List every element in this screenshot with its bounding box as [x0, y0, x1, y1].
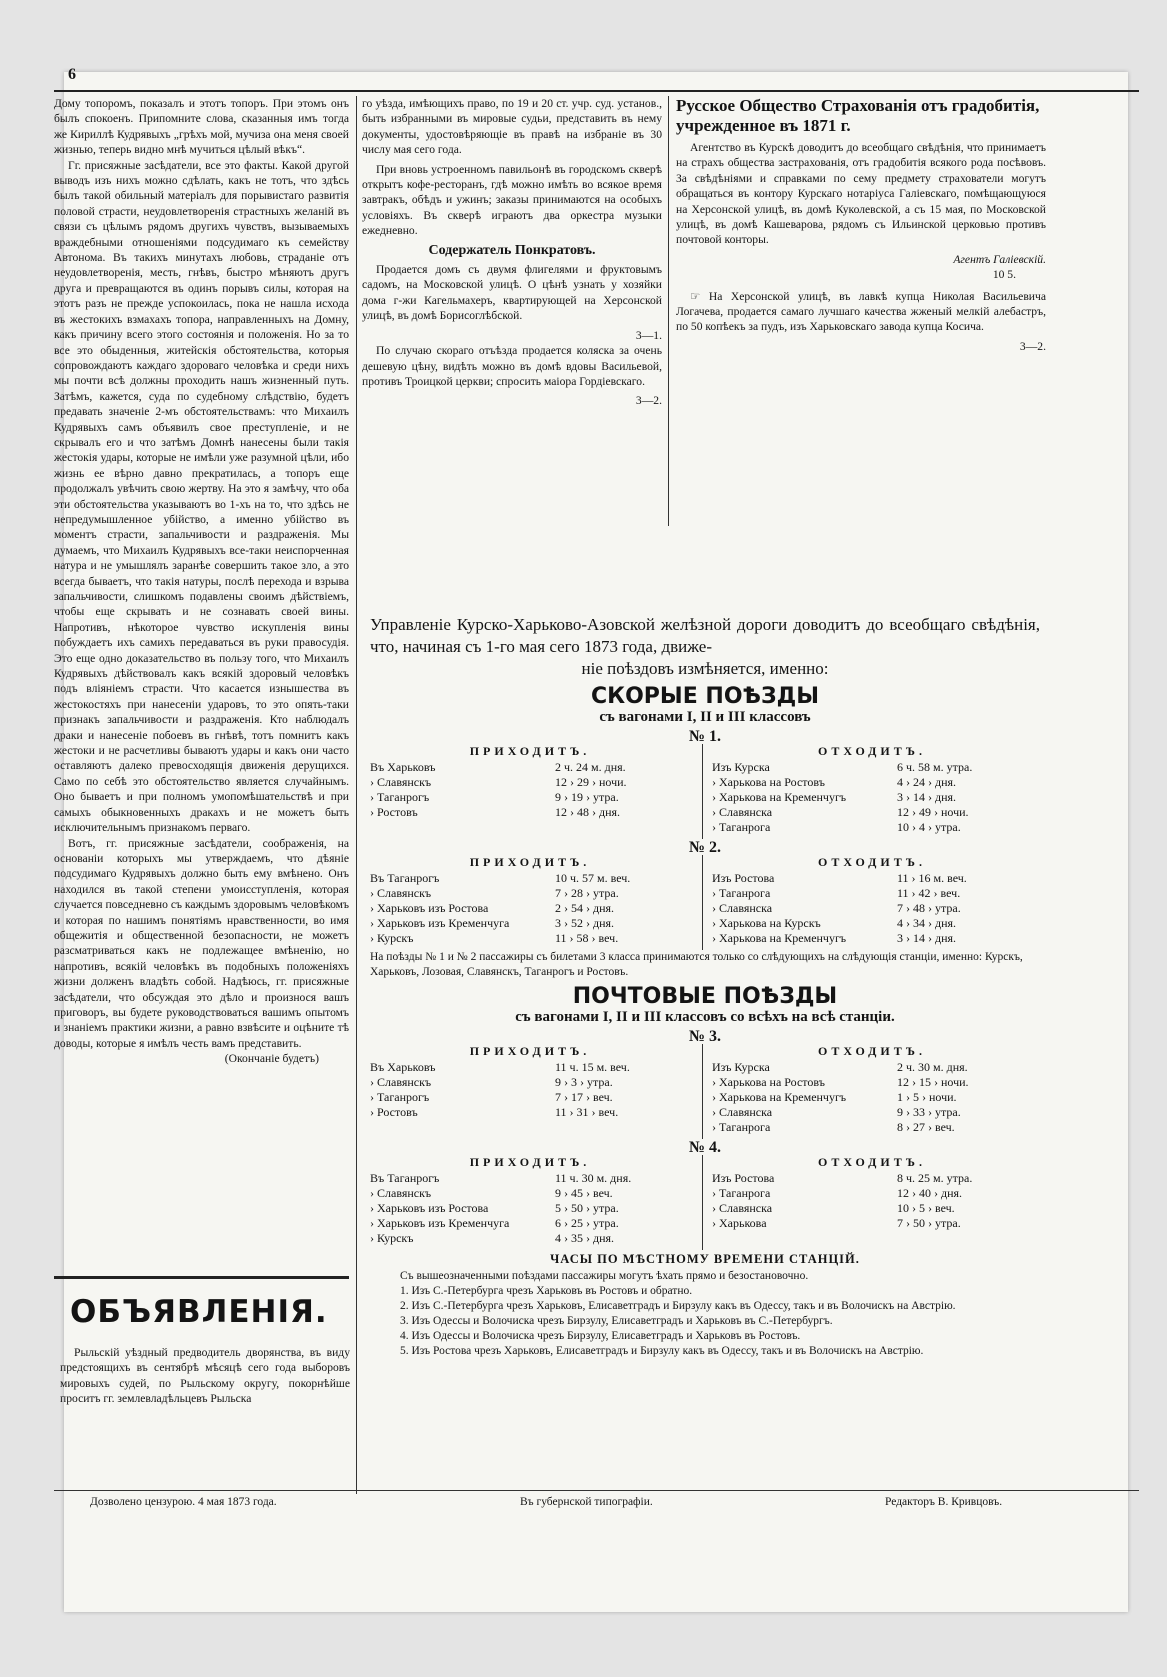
- arrival-time: 11 ч. 30 м. дня.: [555, 1171, 632, 1185]
- departure-row: [712, 1216, 1032, 1231]
- departure-row: [712, 775, 1032, 790]
- arrive-label: ПРИХОДИТЪ.: [469, 1155, 591, 1169]
- station-name: › Харькова: [712, 1216, 767, 1230]
- depart-label: ОТХОДИТЪ.: [818, 744, 926, 758]
- station-name: › Харькова на Курскъ: [712, 916, 821, 930]
- postal-trains-subtitle: съ вагонами I, II и III классовъ со всѣхъ на всѣ станціи.: [515, 1009, 895, 1025]
- insurance-signature: Агентъ Галіевскій.: [953, 252, 1046, 266]
- train-divider: [702, 855, 703, 950]
- notice-house: Продается домъ съ двумя флигелями и фруктовымъ садомъ, на Московской улицѣ. О цѣнѣ узнать у хозяйки дома г-жи Кагельмахеръ, квартирующей на Херсонской улицѣ, въ домѣ Борисоглѣбской.: [362, 263, 662, 323]
- page-number: 6: [68, 66, 76, 83]
- station-name: › Курскъ: [370, 931, 414, 945]
- station-name: › Славянска: [712, 901, 773, 915]
- station-name: Изъ Курска: [712, 1060, 770, 1074]
- station-name: › Харьковъ изъ Кременчуга: [370, 916, 510, 930]
- arrival-time: 2 ч. 24 м. дня.: [555, 760, 626, 774]
- departure-row: [712, 760, 1032, 775]
- station-name: › Харькова на Кременчугъ: [712, 931, 847, 945]
- departure-time: 3 › 14 › дня.: [897, 790, 957, 804]
- arrival-row: [370, 760, 690, 775]
- departures: [712, 1044, 1032, 1135]
- clock-note: ЧАСЫ ПО МѢСТНОМУ ВРЕМЕНИ СТАНЦІЙ.: [550, 1252, 860, 1266]
- station-name: › Славянскъ: [370, 1075, 432, 1089]
- departure-time: 10 › 5 › веч.: [897, 1201, 955, 1215]
- departure-row: [712, 931, 1032, 946]
- alabaster-mark: 3—2.: [1019, 339, 1046, 353]
- arrival-time: 11 › 58 › веч.: [555, 931, 619, 945]
- cafe-owner: Содержатель Понкратовъ.: [428, 242, 596, 258]
- bottom-rule: [54, 1490, 1139, 1491]
- arrival-row: [370, 901, 690, 916]
- departure-row: [712, 1186, 1032, 1201]
- arrival-time: 11 › 31 › веч.: [555, 1105, 619, 1119]
- column-speech: [54, 96, 349, 1466]
- train-divider: [702, 1155, 703, 1250]
- station-name: › Славянскъ: [370, 775, 432, 789]
- ads-text: [60, 1345, 350, 1407]
- arrival-time: 5 › 50 › утра.: [555, 1201, 619, 1215]
- column-notices: [362, 96, 662, 526]
- censor-note: Дозволено цензурою. 4 мая 1873 года.: [90, 1496, 277, 1508]
- train-divider: [702, 1044, 703, 1139]
- station-name: › Славянскъ: [370, 1186, 432, 1200]
- arrival-time: 9 › 45 › веч.: [555, 1186, 613, 1200]
- departure-time: 4 › 24 › дня.: [897, 775, 957, 789]
- departures: [712, 1155, 1032, 1231]
- departure-row: [712, 790, 1032, 805]
- top-rule: [54, 90, 1139, 92]
- notice-carriage: По случаю скораго отъѣзда продается коляска за очень дешевую цѣну, видѣть можно въ домѣ вдовы Васильевой, противъ Троицкой церкви; спросить маіора Гордіевскаго.: [362, 344, 662, 388]
- postal-train-blocks: [370, 1028, 1040, 1250]
- postal-trains-title: ПОЧТОВЫЕ ПОѢЗДЫ: [572, 984, 838, 1009]
- arrival-time: 3 › 52 › дня.: [555, 916, 615, 930]
- speech-paragraph-3: Вотъ, гг. присяжные засѣдатели, соображенія, на основаніи которыхъ мы утверждаемъ, что дѣяніе подсудимаго Кудрявыхъ должно быть ему вмѣнено. Онъ находился въ такой степени умоисступленія, которая случается повседневно съ каждымъ здоровымъ человѣкомъ и которая по нашимъ понятіямъ нравственности, во имя общежитія и общественной безопасности, не можетъ разсматриваться какъ не подлежащее вмѣненію, но напротивъ, всякій человѣкъ въ подобныхъ положеніяхъ жизни долженъ владѣть собой. Надѣюсь, гг. присяжные засѣдатели, что обсуждая это дѣло и произнося вашъ приговоръ, вы будете руководствоваться вашимъ опытомъ и знаніемъ практики жизни, а равно взвѣсите и оцѣните тѣ доводы, которые я имѣлъ честь вамъ представить.: [54, 836, 349, 1050]
- arrival-row: [370, 1075, 690, 1090]
- alabaster-notice: ☞ На Херсонской улицѣ, въ лавкѣ купца Николая Васильевича Логачева, продается самаго лучшаго качества жженый мелкій алебастръ, по 50 копѣекъ за пудъ, изъ Харьковскаго завода купца Косича.: [676, 289, 1046, 334]
- arrivals: [370, 1155, 690, 1246]
- departure-row: [712, 805, 1032, 820]
- departure-row: [712, 901, 1032, 916]
- station-name: › Ростовъ: [370, 1105, 418, 1119]
- ads-title: ОБЪЯВЛЕНІЯ.: [70, 1294, 328, 1330]
- station-name: › Харькова на Ростовъ: [712, 775, 825, 789]
- routes-list: [370, 1269, 1040, 1359]
- departure-time: 11 › 42 › веч.: [897, 886, 961, 900]
- train-table: [370, 744, 1040, 839]
- station-name: Въ Харьковъ: [370, 1060, 436, 1074]
- railway-heading: [370, 614, 1040, 680]
- departure-time: 12 › 15 › ночи.: [897, 1075, 969, 1089]
- departure-time: 11 › 16 м. веч.: [897, 871, 967, 885]
- ads-paragraph: Рыльскій уѣздный предводитель дворянства, въ виду предстоящихъ въ сентябрѣ мѣсяцѣ сего года выборовъ мировыхъ судей, по Рыльскому округу, покорнѣйше проситъ гг. землевладѣльцевъ Рыльска: [60, 1346, 350, 1406]
- station-name: › Харькова на Кременчугъ: [712, 1090, 847, 1104]
- route-item: 3. Изъ Одессы и Волочиска чрезъ Бирзулу, Елисаветградъ и Харьковъ въ С.-Петербургъ.: [400, 1315, 833, 1327]
- train-block: [370, 728, 1040, 839]
- column-divider-2: [668, 96, 669, 526]
- arrival-time: 7 › 28 › утра.: [555, 886, 619, 900]
- station-name: › Харьковъ изъ Ростова: [370, 1201, 489, 1215]
- arrivals: [370, 744, 690, 820]
- railway-heading-text: Управленіе Курско-Харьково-Азовской желѣзной дороги доводитъ до всеобщаго свѣдѣнія, что, начиная съ 1-го мая сего 1873 года, движе-: [370, 615, 1040, 656]
- train-block: [370, 839, 1040, 950]
- departure-row: [712, 820, 1032, 835]
- departure-row: [712, 1090, 1032, 1105]
- ads-rule: [54, 1276, 349, 1279]
- route-item: 4. Изъ Одессы и Волочиска чрезъ Бирзулу, Елисаветградъ и Харьковъ въ Ростовъ.: [400, 1330, 801, 1342]
- route-item: 5. Изъ Ростова чрезъ Харьковъ, Елисаветградъ и Бирзулу какъ въ Одессу, такъ и въ Волочискъ на Австрію.: [400, 1345, 924, 1357]
- train-table: [370, 855, 1040, 950]
- arrival-row: [370, 916, 690, 931]
- departures: [712, 744, 1032, 835]
- train-block: [370, 1139, 1040, 1250]
- arrival-row: [370, 1105, 690, 1120]
- column-insurance: [676, 96, 1046, 526]
- printer-note: Въ губернской типографіи.: [520, 1496, 653, 1508]
- fast-trains-subtitle: съ вагонами I, II и III классовъ: [599, 709, 811, 725]
- notice-election: го уѣзда, имѣющихъ право, по 19 и 20 ст. учр. суд. установ., быть избранными въ мировые судьи, представить въ нему документы, удостовѣряющіе въ правѣ на избраніе въ 30 числу мая сего года.: [362, 97, 662, 157]
- train-number: № 1.: [688, 728, 722, 745]
- departure-row: [712, 1075, 1032, 1090]
- station-name: Изъ Курска: [712, 760, 770, 774]
- train-number: № 3.: [688, 1028, 722, 1045]
- depart-label: ОТХОДИТЪ.: [818, 855, 926, 869]
- arrival-time: 9 › 3 › утра.: [555, 1075, 613, 1089]
- depart-label: ОТХОДИТЪ.: [818, 1155, 926, 1169]
- departure-time: 7 › 50 › утра.: [897, 1216, 961, 1230]
- departure-row: [712, 1105, 1032, 1120]
- column-divider-1: [356, 96, 357, 1494]
- arrival-row: [370, 775, 690, 790]
- departure-time: 3 › 14 › дня.: [897, 931, 957, 945]
- train-table: [370, 1044, 1040, 1139]
- arrival-row: [370, 931, 690, 946]
- arrival-time: 10 ч. 57 м. веч.: [555, 871, 631, 885]
- arrival-row: [370, 1186, 690, 1201]
- departure-row: [712, 1171, 1032, 1186]
- arrival-row: [370, 1216, 690, 1231]
- arrival-time: 2 › 54 › дня.: [555, 901, 615, 915]
- arrival-row: [370, 1090, 690, 1105]
- arrive-label: ПРИХОДИТЪ.: [469, 744, 591, 758]
- train-block: [370, 1028, 1040, 1139]
- insurance-mark: 10 5.: [992, 268, 1016, 282]
- notice-house-mark: 3—1.: [635, 328, 662, 342]
- arrival-time: 7 › 17 › веч.: [555, 1090, 613, 1104]
- railway-heading-last: ніе поѣздовъ измѣняется, именно:: [581, 659, 829, 678]
- station-name: › Курскъ: [370, 1231, 414, 1245]
- railway-schedule: [370, 614, 1040, 1359]
- arrival-row: [370, 790, 690, 805]
- departure-time: 10 › 4 › утра.: [897, 820, 961, 834]
- station-name: › Харькова на Ростовъ: [712, 1075, 825, 1089]
- train-number: № 4.: [688, 1139, 722, 1156]
- departure-time: 4 › 34 › дня.: [897, 916, 957, 930]
- arrival-time: 4 › 35 › дня.: [555, 1231, 615, 1245]
- station-name: › Харьковъ изъ Ростова: [370, 901, 489, 915]
- departure-row: [712, 1120, 1032, 1135]
- departure-time: 6 ч. 58 м. утра.: [897, 760, 973, 774]
- departure-time: 8 › 27 › веч.: [897, 1120, 955, 1134]
- departure-row: [712, 1060, 1032, 1075]
- departure-time: 9 › 33 › утра.: [897, 1105, 961, 1119]
- arrive-label: ПРИХОДИТЪ.: [469, 855, 591, 869]
- arrivals: [370, 855, 690, 946]
- station-name: Въ Харьковъ: [370, 760, 436, 774]
- departure-time: 1 › 5 › ночи.: [897, 1090, 957, 1104]
- insurance-text: Агентство въ Курскѣ доводитъ до всеобщаго свѣдѣнія, что принимаетъ на страхъ общества застрахованія, отъ градобитія всякого рода посѣвовъ. За свѣдѣніями и справками по сему предмету страхователи могутъ обращаться въ контору Курскаго нотаріуса Галіевскаго, помѣщающуюся на Херсонской улицѣ, въ домѣ Куколевской, а съ 15 мая, по Московской улицѣ, въ домѣ Кашеварова, рядомъ съ Ильинской церковью противъ почтовой конторы.: [676, 141, 1046, 247]
- fast-train-blocks: [370, 728, 1040, 950]
- speech-paragraph-2: Гг. присяжные засѣдатели, все это факты. Какой другой выводъ изъ нихъ можно сдѣлать, какъ не тотъ, что здѣсь былъ такой обильный матеріалъ для порывистаго развитія половой страсти, неудовлетворенія страстныхъ желаній въ связи съ цѣлымъ рядомъ другихъ чувствъ, вызываемыхъ враждебными отношеніями подсудимаго къ семейству Автонома. Въ такихъ минутахъ любовь, страданіе отъ неудовлетворенія, месть, гнѣвъ, быстро мѣняютъ другъ друга и превращаются въ одинъ порывъ силы, которая на этотъ разъ не прежде успокоилась, пока не нашла исхода въ жестокихъ взмахахъ топора, направленныхъ на Домну, какъ причину всего этого состоянія и положенія. Но за то все это обыденныя, житейскія обстоятельства, которыя сопровождаютъ каждаго здороваго человѣка и среди нихъ мы почти всѣ должны проходить нашъ жизненный путь. Затѣмъ, кажется, суда по судебному слѣдствію, будетъ предавать значеніе 2-мъ обстоятельствамъ: что Михаилъ Кудрявыхъ самъ объявилъ свое преступленіе, и не скрывалъ его и что затѣмъ Домнѣ нанесены были такія жестокія удары, которые не имѣли уже разумной цѣли, ибо жизнь ее вѣрно давно прекратилась, а топоръ еще продолжалъ увѣчить свою жертву. На это я замѣчу, что оба эти обстоятельства указываютъ во 1-хъ на то, что здѣсь не непредумышленное убійство, а именно убійство въ моментъ страсти, запальчивости и раздраженія. Мы думаемъ, что Михаилъ Кудрявыхъ все-таки неиспорченная натура и не умышлялъ заранѣе совершить такое зло, а это всегда бываетъ, что такія натуры, послѣ перехода и взрыва запальчивости, слишкомъ подавлены своимъ дѣйствіемъ, чтобы еще скрывать и не сознавать своей вины. Напротивъ, нѣкоторое чувство искупленія вины побуждаетъ ихъ самихъ передаваться въ руки правосудія. Это еще одно доказательство въ пользу того, что Михаилъ Кудрявыхъ дѣйствовалъ какъ всякій здоровый человѣкъ подъ вліяніемъ страсти. Что касается изнышества въ жестокостяхъ при нанесеніи ударовъ, то это опять-таки признакъ запальчивости и раздраженія. Кто наблюдалъ драки и нанесеніе побоевъ въ гнѣвѣ, тотъ помнитъ какъ жестоки и не расчетливы бываютъ удары и какъ они часто оставляютъ далеко превосходящія движенія дерущихся. Само по себѣ это обстоятельство является случайнымъ. Оно бываетъ и при полномъ умопомѣшательствѣ и при самыхъ обыкновенныхъ дракахъ и не можетъ быть исключительнымъ признакомъ перваго.: [54, 158, 349, 835]
- departure-time: 12 › 49 › ночи.: [897, 805, 969, 819]
- station-name: › Славянска: [712, 1105, 773, 1119]
- station-name: Изъ Ростова: [712, 1171, 775, 1185]
- arrival-time: 9 › 19 › утра.: [555, 790, 619, 804]
- arrival-row: [370, 1171, 690, 1186]
- station-name: Въ Таганрогъ: [370, 871, 440, 885]
- routes-intro: Съ вышеозначенными поѣздами пассажиры могутъ ѣхать прямо и безостановочно.: [400, 1270, 809, 1282]
- departure-time: 2 ч. 30 м. дня.: [897, 1060, 968, 1074]
- station-name: › Таганрога: [712, 886, 771, 900]
- arrival-row: [370, 886, 690, 901]
- station-name: › Ростовъ: [370, 805, 418, 819]
- notice-carriage-mark: 3—2.: [635, 394, 662, 408]
- station-name: › Славянска: [712, 805, 773, 819]
- depart-label: ОТХОДИТЪ.: [818, 1044, 926, 1058]
- fast-trains-note: На поѣзды № 1 и № 2 пассажиры съ билетами 3 класса принимаются только со слѣдующихъ на слѣдующія станціи, именно: Курскъ, Харьковъ, Лозовая, Славянскъ, Таганрогъ и Ростовъ.: [370, 951, 1023, 978]
- departures: [712, 855, 1032, 946]
- arrival-row: [370, 1201, 690, 1216]
- arrive-label: ПРИХОДИТЪ.: [469, 1044, 591, 1058]
- departure-row: [712, 886, 1032, 901]
- departure-time: 8 ч. 25 м. утра.: [897, 1171, 973, 1185]
- station-name: › Таганрога: [712, 820, 771, 834]
- station-name: › Славянска: [712, 1201, 773, 1215]
- train-divider: [702, 744, 703, 839]
- station-name: › Таганрогъ: [370, 790, 430, 804]
- arrival-time: 12 › 48 › дня.: [555, 805, 621, 819]
- station-name: › Славянскъ: [370, 886, 432, 900]
- arrival-time: 12 › 29 › ночи.: [555, 775, 627, 789]
- train-table: [370, 1155, 1040, 1250]
- arrival-row: [370, 1060, 690, 1075]
- train-number: № 2.: [688, 839, 722, 856]
- insurance-title: Русское Общество Страхованія отъ градобитія, учрежденное въ 1871 г.: [676, 96, 1040, 135]
- fast-trains-title: СКОРЫЕ ПОѢЗДЫ: [590, 684, 820, 709]
- arrival-time: 6 › 25 › утра.: [555, 1216, 619, 1230]
- departure-time: 7 › 48 › утра.: [897, 901, 961, 915]
- departure-row: [712, 871, 1032, 886]
- station-name: Въ Таганрогъ: [370, 1171, 440, 1185]
- departure-row: [712, 916, 1032, 931]
- station-name: › Таганрога: [712, 1186, 771, 1200]
- station-name: › Таганрогъ: [370, 1090, 430, 1104]
- departure-row: [712, 1201, 1032, 1216]
- editor-note: Редакторъ В. Кривцовъ.: [885, 1496, 1003, 1508]
- station-name: › Харькова на Кременчугъ: [712, 790, 847, 804]
- arrival-row: [370, 1231, 690, 1246]
- station-name: › Таганрога: [712, 1120, 771, 1134]
- notice-cafe: При вновь устроенномъ павильонѣ въ городскомъ скверѣ открытъ кофе-ресторанъ, гдѣ можно имѣть во всякое время завтракъ, обѣдъ и ужинъ; заказы принимаются на особыхъ условіяхъ. Въ скверѣ играютъ два оркестра музыки ежедневно.: [362, 162, 662, 238]
- speech-paragraph-1: Дому топоромъ, показалъ и этотъ топоръ. При этомъ онъ былъ спокоенъ. Припомните слова, сказанныя имъ тогда же Кириллѣ Кудрявыхъ „грѣхъ мой, мучиза она меня своей жизнью, теперь видно мнѣ мучиться цѣлый вѣкъ“.: [54, 97, 349, 157]
- route-item: 2. Изъ С.-Петербурга чрезъ Харьковъ, Елисаветградъ и Бирзулу какъ въ Одессу, такъ и въ Волочискъ на Австрію.: [400, 1300, 956, 1312]
- arrivals: [370, 1044, 690, 1120]
- route-item: 1. Изъ С.-Петербурга чрезъ Харьковъ въ Ростовъ и обратно.: [400, 1285, 693, 1297]
- arrival-row: [370, 871, 690, 886]
- departure-time: 12 › 40 › дня.: [897, 1186, 963, 1200]
- station-name: › Харьковъ изъ Кременчуга: [370, 1216, 510, 1230]
- continued-note: (Окончаніе будетъ): [224, 1052, 319, 1066]
- arrival-time: 11 ч. 15 м. веч.: [555, 1060, 630, 1074]
- station-name: Изъ Ростова: [712, 871, 775, 885]
- arrival-row: [370, 805, 690, 820]
